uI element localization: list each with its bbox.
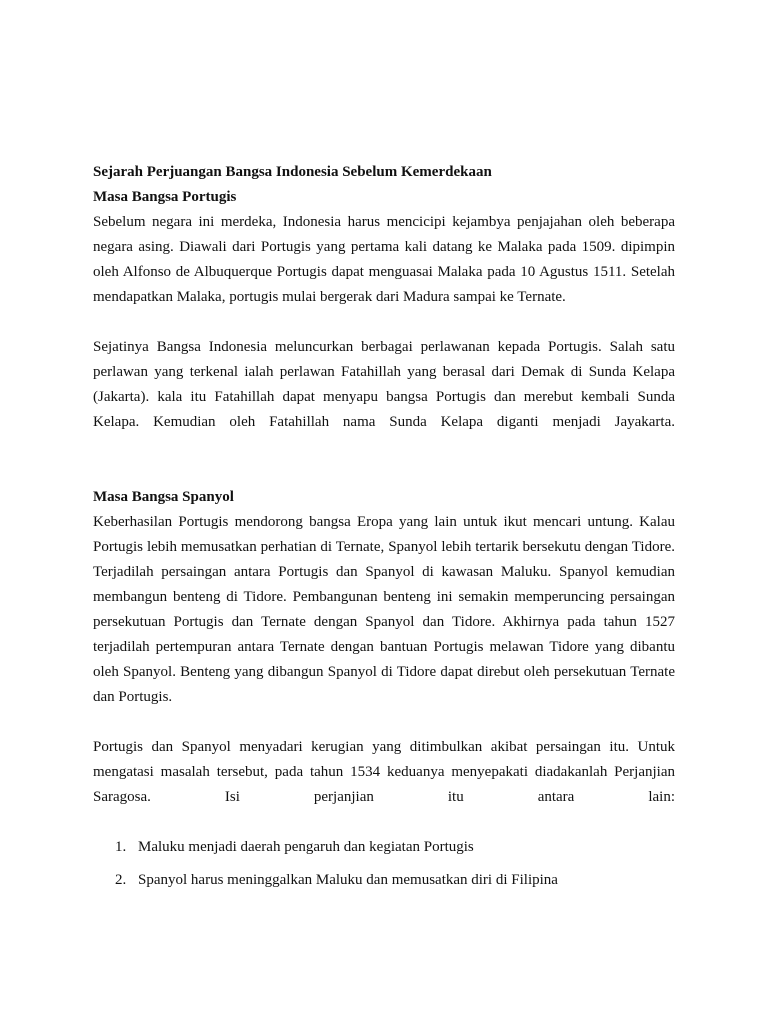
document-title: Sejarah Perjuangan Bangsa Indonesia Sebelum Kemerdekaan [93, 164, 492, 180]
list-item-text: Maluku menjadi daerah pengaruh dan kegiatan Portugis [138, 839, 474, 855]
list-item [93, 868, 675, 893]
paragraph-portugis-2: Sejatinya Bangsa Indonesia meluncurkan berbagai perlawanan kepada Portugis. Salah satu perlawan yang terkenal ialah perlawan Fatahillah yang berasal dari Demak di Sunda Kelapa (Jakarta). kala itu Fatahillah dapat menyapu bangsa Portugis dan merebut kembali Sunda Kelapa. Kemudian oleh Fatahillah nama Sunda Kelapa diganti menjadi Jayakarta. [93, 339, 675, 430]
paragraph-spacer [93, 710, 675, 735]
section-spacer [93, 435, 675, 485]
section-heading-portugis: Masa Bangsa Portugis [93, 189, 237, 205]
paragraph-spacer [93, 810, 675, 835]
paragraph-portugis-1: Sebelum negara ini merdeka, Indonesia harus mencicipi kejambya penjajahan oleh beberapa negara asing. Diawali dari Portugis yang pertama kali datang ke Malaka pada 1509. dipimpin oleh Alfonso de Albuquerque Portugis dapat menguasai Malaka pada 10 Agustus 1511. Setelah mendapatkan Malaka, portugis mulai bergerak dari Madura sampai ke Ternate. [93, 214, 675, 305]
document-body [93, 160, 675, 893]
list-item-number: 2. [115, 872, 127, 888]
agreement-list [93, 835, 675, 893]
section-heading-spanyol: Masa Bangsa Spanyol [93, 489, 234, 505]
list-item-text: Spanyol harus meninggalkan Maluku dan memusatkan diri di Filipina [138, 872, 558, 888]
paragraph-spanyol-2: Portugis dan Spanyol menyadari kerugian yang ditimbulkan akibat persaingan itu. Untuk mengatasi masalah tersebut, pada tahun 1534 keduanya menyepakati diadakanlah Perjanjian Saragosa. Isi perjanjian itu antara lain: [93, 739, 675, 805]
paragraph-spanyol-1: Keberhasilan Portugis mendorong bangsa Eropa yang lain untuk ikut mencari untung. Kalau Portugis lebih memusatkan perhatian di Ternate, Spanyol lebih tertarik bersekutu dengan Tidore. Terjadilah persaingan antara Portugis dan Spanyol di kawasan Maluku. Spanyol kemudian membangun benteng di Tidore. Pembangunan benteng ini semakin memperuncing persaingan persekutuan Portugis dan Ternate dengan Spanyol dan Tidore. Akhirnya pada tahun 1527 terjadilah pertempuran antara Ternate dengan bantuan Portugis melawan Tidore yang dibantu oleh Spanyol. Benteng yang dibangun Spanyol di Tidore dapat direbut oleh persekutuan Ternate dan Portugis. [93, 514, 675, 705]
list-item [93, 835, 675, 860]
paragraph-spacer [93, 310, 675, 335]
list-item-number: 1. [115, 839, 127, 855]
